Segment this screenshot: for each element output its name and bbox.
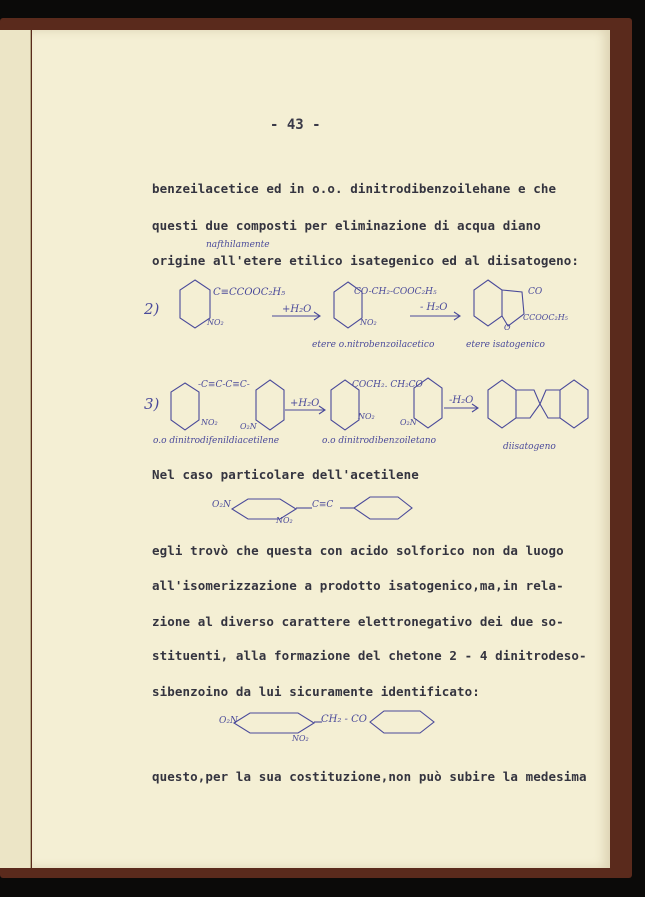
text-line-6: all'isomerizzazione a prodotto isatogenico,ma,in rela-: [152, 578, 564, 593]
r3-benzene-ring-4: [414, 378, 442, 428]
text-line-10: questo,per la sua costituzione,non può subire la medesima: [152, 769, 587, 784]
reaction-2-substituent-3: CO: [528, 287, 543, 297]
text-line-3: origine all'etere etilico isategenico ed al diisatogeno:: [152, 253, 580, 268]
reaction-3-nitro-4: O₂N: [400, 418, 417, 427]
ketone-ring-1: [234, 713, 314, 733]
r2-five-ring: [502, 290, 524, 326]
r2-benzene-ring-3: [474, 280, 502, 326]
reaction-3-label: 3): [144, 395, 160, 413]
r3-benzene-ring-3: [331, 380, 359, 430]
reaction-2-label: 2): [144, 300, 160, 318]
handwritten-insertion: nafthilamente: [206, 240, 270, 250]
reaction-3-arrow-2-label: -H₂O: [449, 395, 474, 406]
text-line-5: egli trovò che questa con acido solforico non da luogo: [152, 543, 564, 558]
text-line-2: questi due composti per eliminazione di acqua diano: [152, 218, 541, 233]
ketone-no2: NO₂: [292, 734, 309, 743]
r2-benzene-ring-2: [334, 282, 362, 328]
text-line-4: Nel caso particolare dell'acetilene: [152, 467, 419, 482]
r3-benzene-ring-2: [256, 380, 284, 430]
r3-five-ring-1: [516, 390, 540, 418]
text-line-1: benzeilacetice ed in o.o. dinitrodibenzoilehane e che: [152, 181, 557, 196]
r3-benzene-ring-6: [560, 380, 588, 428]
ketone-ring-2: [370, 711, 434, 733]
r3-five-ring-2: [540, 390, 560, 418]
acetylene-ring-1: [232, 499, 296, 519]
reaction-3-nitro-2: O₂N: [240, 422, 257, 431]
reaction-2-oxygen: O: [504, 323, 511, 332]
text-line-8: stituenti, alla formazione del chetone 2 - 4 dinitrodeso-: [152, 648, 587, 663]
reaction-2-nitro-1: NO₂: [207, 318, 224, 327]
reaction-3-name-1: o.o dinitrodifenildiacetilene: [153, 436, 280, 446]
reaction-3-nitro-1: NO₂: [201, 418, 218, 427]
reaction-2-substituent-4: CCOOC₂H₅: [523, 313, 568, 322]
acetylene-o2n: O₂N: [212, 500, 231, 510]
r2-benzene-ring-1: [180, 280, 210, 328]
reaction-3-nitro-3: NO₂: [358, 412, 375, 421]
reaction-2-arrow-1-label: +H₂O: [282, 304, 312, 315]
ketone-bridge: CH₂ - CO: [321, 714, 367, 725]
reaction-3-substituent-1: -C≡C-C≡C-: [198, 380, 250, 390]
reaction-2-name-1: etere o.nitrobenzoilacetico: [312, 340, 435, 350]
reaction-3-arrow-1-label: +H₂O: [290, 398, 320, 409]
r3-benzene-ring-1: [171, 383, 199, 430]
reaction-2-substituent-2: CO-CH₂-COOC₂H₅: [354, 287, 437, 297]
reaction-2-name-2: etere isatogenico: [466, 340, 545, 350]
text-line-9: sibenzoino da lui sicuramente identificato:: [152, 684, 480, 699]
reaction-2-nitro-2: NO₂: [360, 318, 377, 327]
acetylene-no2: NO₂: [276, 516, 293, 525]
acetylene-triple-bond: C≡C: [312, 500, 334, 510]
reaction-3-name-2: o.o dinitrodibenzoiletano: [322, 436, 437, 446]
reaction-3-name-3: diisatogeno: [503, 442, 556, 452]
reaction-2-arrow-2-label: - H₂O: [420, 302, 448, 313]
ketone-o2n: O₂N: [219, 716, 238, 726]
acetylene-ring-2: [354, 497, 412, 519]
reaction-2-substituent-1: C≡CCOOC₂H₅: [213, 287, 286, 298]
r3-benzene-ring-5: [488, 380, 516, 428]
text-line-7: zione al diverso carattere elettronegativo dei due so-: [152, 614, 564, 629]
page-number: - 43 -: [270, 117, 321, 133]
reaction-3-substituent-2: COCH₂. CH₂CO: [352, 380, 423, 390]
